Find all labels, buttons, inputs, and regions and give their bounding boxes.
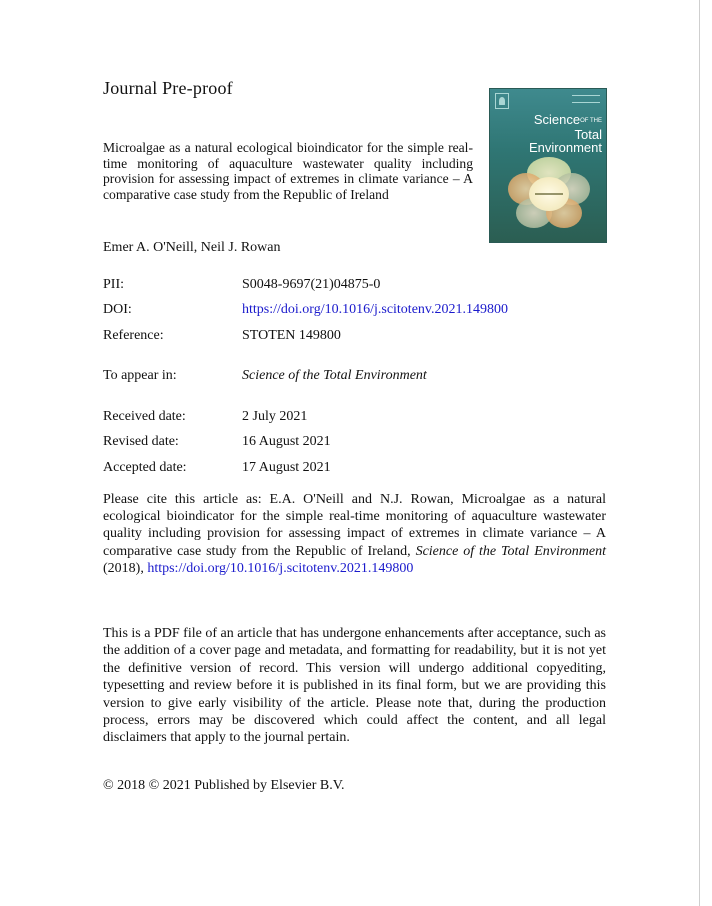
article-authors: Emer A. O'Neill, Neil J. Rowan <box>103 240 281 255</box>
field-value-accepted-date: 17 August 2021 <box>242 460 331 475</box>
cover-masthead-lines <box>572 95 600 103</box>
field-label-reference: Reference: <box>103 328 164 343</box>
field-value-revised-date: 16 August 2021 <box>242 434 331 449</box>
field-label-accepted-date: Accepted date: <box>103 460 187 475</box>
field-label-received-date: Received date: <box>103 409 186 424</box>
elsevier-logo-icon <box>495 93 509 109</box>
field-label-to-appear-in: To appear in: <box>103 368 177 383</box>
journal-cover-image <box>489 88 607 243</box>
citation-text: Please cite this article as: E.A. O'Neill and N.J. Rowan, Microalgae as a natural ecological bioindicator for the simple real-time monitoring of aquaculture wastewater quality including provision for assessing impact of extremes in climate variance – A comparative case study from the Republic of Ireland, <box>103 492 606 559</box>
field-value-pii: S0048-9697(21)04875-0 <box>242 277 381 292</box>
field-value-reference: STOTEN 149800 <box>242 328 341 343</box>
citation-journal: Science of the Total Environment <box>415 543 607 559</box>
field-label-doi: DOI: <box>103 302 132 317</box>
field-value-received-date: 2 July 2021 <box>242 409 308 424</box>
field-label-pii: PII: <box>103 277 124 292</box>
citation-year: (2018), <box>103 560 144 576</box>
field-label-revised-date: Revised date: <box>103 434 179 449</box>
doi-link[interactable]: https://doi.org/10.1016/j.scitotenv.2021.149800 <box>242 302 508 317</box>
citation-paragraph <box>103 491 606 577</box>
cover-title-of-the: OF THE <box>580 118 602 124</box>
cover-title-science: Science <box>533 112 581 127</box>
citation-doi-link[interactable]: https://doi.org/10.1016/j.scitotenv.2021.149800 <box>147 560 414 576</box>
field-value-journal: Science of the Total Environment <box>242 368 427 383</box>
copyright-line: © 2018 © 2021 Published by Elsevier B.V. <box>103 778 345 793</box>
article-title: Microalgae as a natural ecological bioindicator for the simple real-time monitoring of aquaculture wastewater quality including provision for assessing impact of extremes in climate variance – A comparative case study from the Republic of Ireland <box>103 140 473 202</box>
cover-title-total-environment: Total Environment <box>529 127 602 155</box>
cover-petal-illustration <box>502 151 596 235</box>
cover-journal-title <box>498 113 602 154</box>
journal-pre-proof-label: Journal Pre-proof <box>103 78 233 98</box>
pre-proof-notice: This is a PDF file of an article that has undergone enhancements after acceptance, such as the addition of a cover page and metadata, and formatting for readability, but it is not yet the definitive version of record. This version will undergo additional copyediting, typesetting and review before it is published in its final form, but we are providing this version to give early visibility of the article. Please note that, during the production process, errors may be discovered which could affect the content, and all legal disclaimers that apply to the journal pertain. <box>103 626 606 746</box>
